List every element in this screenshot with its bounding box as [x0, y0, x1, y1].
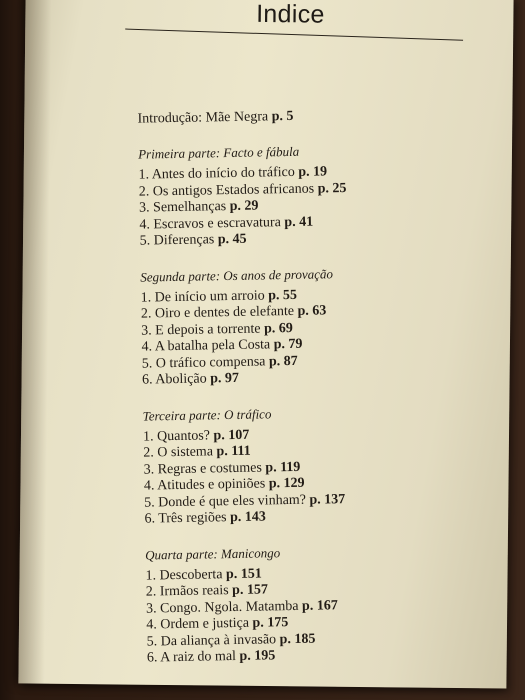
entry-page: p. 87 — [268, 353, 298, 369]
entry-title: A raiz do mal — [160, 649, 237, 666]
entry-number: 4. — [141, 339, 153, 355]
entry-page: p. 185 — [279, 631, 316, 647]
entry-title: Três regiões — [158, 510, 227, 527]
entry-number: 1. — [145, 567, 157, 584]
entry-title: Semelhanças — [152, 199, 227, 216]
intro-page: p. 5 — [271, 108, 294, 125]
entry-page: p. 45 — [217, 231, 247, 248]
book-page — [18, 0, 513, 689]
title-rule — [125, 29, 463, 41]
entry-title: Diferenças — [153, 232, 215, 249]
entry-title: O sistema — [157, 444, 214, 461]
entry-title: Donde é que eles vinham? — [158, 492, 307, 510]
entry-page: p. 79 — [273, 336, 303, 353]
entry-page: p. 69 — [263, 320, 293, 336]
entry-number: 1. — [140, 289, 152, 306]
entry-number: 2. — [138, 183, 150, 200]
intro-text: Introdução: Mãe Negra — [137, 109, 269, 127]
entry-number: 4. — [143, 478, 155, 494]
entry-number: 5. — [139, 233, 151, 249]
entry-page: p. 41 — [284, 214, 314, 230]
entry-page: p. 55 — [268, 287, 298, 303]
entry-title: Escravos e escravatura — [153, 214, 281, 232]
part-section — [145, 540, 487, 667]
part-section — [138, 140, 480, 250]
entry-number: 6. — [144, 511, 156, 527]
entry-number: 5. — [141, 355, 153, 372]
part-section — [140, 262, 482, 389]
entry-title: Regras e costumes — [157, 460, 262, 477]
entry-page: p. 151 — [225, 566, 262, 582]
entry-page: p. 129 — [268, 475, 305, 492]
entry-number: 2. — [140, 306, 152, 322]
entry-title: O tráfico compensa — [155, 353, 266, 371]
entry-page: p. 137 — [309, 491, 346, 508]
entry-page: p. 29 — [229, 198, 259, 215]
entry-title: Da aliança à invasão — [160, 631, 277, 649]
entry-title: Quantos? — [156, 427, 211, 444]
entry-number: 5. — [146, 633, 158, 650]
entry-title: Os antigos Estados africanos — [152, 181, 315, 199]
entry-title: Antes do início do tráfico — [151, 164, 295, 183]
part-section — [143, 401, 485, 528]
entry-number: 1. — [138, 167, 150, 183]
entry-number: 5. — [144, 494, 155, 511]
entry-page: p. 119 — [265, 459, 301, 475]
entry-title: E depois a torrente — [155, 321, 261, 338]
entry-page: p. 195 — [239, 648, 276, 664]
entry-page: p. 167 — [301, 597, 338, 614]
entry-number: 2. — [145, 584, 157, 600]
entry-number: 3. — [138, 200, 150, 216]
entry-number: 6. — [146, 650, 158, 666]
entry-page: p. 143 — [229, 509, 266, 526]
entry-title: Oiro e dentes de elefante — [154, 303, 295, 322]
part-title: Terceira parte: O tráfico — [142, 405, 272, 424]
entry-number: 1. — [142, 428, 154, 445]
entry-page: p. 19 — [298, 164, 328, 180]
entry-page: p. 175 — [252, 615, 289, 631]
entry-number: 4. — [139, 216, 151, 233]
entry-page: p. 157 — [231, 582, 269, 599]
entry-number: 6. — [141, 372, 153, 388]
entry-title: Atitudes e opiniões — [157, 476, 266, 494]
entry-title: Abolição — [155, 371, 207, 388]
entry-number: 3. — [145, 600, 157, 617]
part-title: Primeira parte: Facto e fábula — [138, 143, 300, 162]
entry-number: 2. — [143, 445, 155, 461]
entry-page: p. 97 — [210, 370, 240, 387]
entry-title: De início um arroio — [154, 287, 265, 305]
entry-title: Ordem e justiça — [160, 615, 250, 633]
entry-page: p. 107 — [213, 427, 250, 443]
entry-number: 4. — [146, 617, 158, 633]
table-of-contents — [137, 105, 487, 685]
entry-title: Congo. Ngola. Matamba — [159, 598, 299, 616]
part-title: Segunda parte: Os anos de provação — [140, 265, 334, 285]
entry-title: A batalha pela Costa — [154, 337, 271, 355]
intro-entry — [137, 105, 477, 129]
entry-page: p. 111 — [216, 443, 251, 460]
entry-page: p. 25 — [317, 180, 347, 197]
entry-title: Descoberta — [159, 566, 223, 583]
entry-title: Irmãos reais — [159, 583, 229, 600]
entry-number: 3. — [143, 461, 155, 478]
entry-page: p. 63 — [297, 303, 327, 319]
entry-number: 3. — [141, 322, 152, 339]
page-title: Indice — [256, 0, 325, 29]
part-title: Quarta parte: Manicongo — [145, 544, 281, 563]
